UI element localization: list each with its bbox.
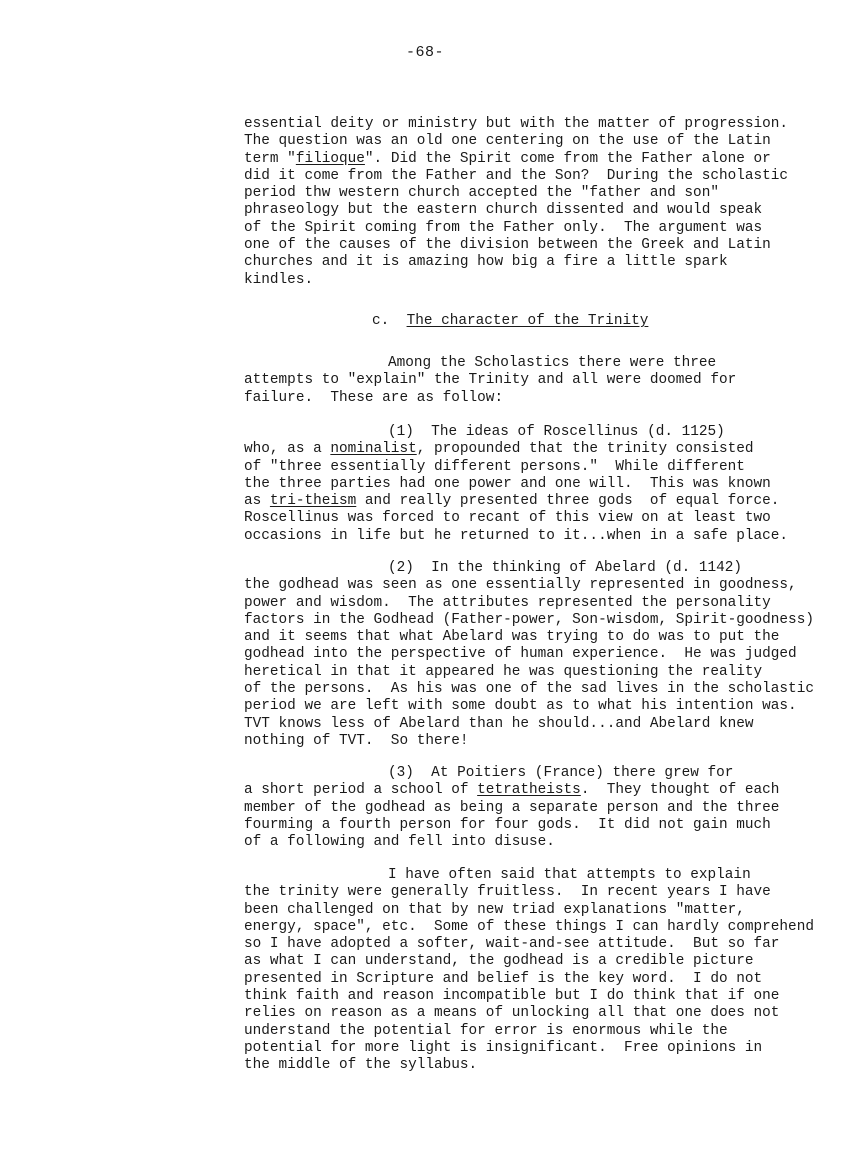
text-line: of the Spirit coming from the Father only. The argument was: [244, 219, 763, 236]
text-line: think faith and reason incompatible but I do think that if one: [244, 988, 780, 1005]
text-line: relies on reason as a means of unlocking all that one does not: [244, 1005, 780, 1022]
text-fragment: a short period a school of: [244, 782, 478, 799]
paragraph-intro: [244, 116, 844, 289]
term-nominalist: nominalist: [330, 441, 417, 458]
item-tetratheists: [244, 765, 844, 851]
text-line: member of the godhead as being a separate person and the three: [244, 799, 780, 816]
text-line: Roscellinus was forced to recant of this view on at least two: [244, 510, 771, 527]
text-line: as what I can understand, the godhead is a credible picture: [244, 953, 754, 970]
text-line: power and wisdom. The attributes represented the personality: [244, 594, 771, 611]
text-fragment: who, as a: [244, 441, 331, 458]
text-fragment: , propounded that the trinity consisted: [416, 441, 754, 458]
text-line: the godhead was seen as one essentially represented in goodness,: [244, 577, 797, 594]
text-line: and it seems that what Abelard was trying to do was to put the: [244, 629, 780, 646]
text-line: been challenged on that by new triad explanations "matter,: [244, 901, 745, 918]
text-line: (1) The ideas of Roscellinus (d. 1125): [388, 424, 725, 440]
text-fragment: term ": [244, 150, 296, 167]
text-line: occasions in life but he returned to it...when in a safe place.: [244, 527, 789, 544]
text-fragment: and really presented three gods of equal force.: [356, 493, 780, 510]
item-abelard: [244, 560, 844, 750]
text-line: (3) At Poitiers (France) there grew for: [388, 765, 734, 781]
text-line: TVT knows less of Abelard than he should...and Abelard knew: [244, 715, 754, 732]
paragraph-scholastics: [244, 355, 844, 407]
text-line: failure. These are as follow:: [244, 389, 504, 406]
page-number: -68-: [405, 44, 444, 61]
text-line: the three parties had one power and one will. This was known: [244, 475, 771, 492]
text-line: [244, 151, 771, 167]
term-filioque: filioque: [295, 150, 365, 167]
text-line: godhead into the perspective of human experience. He was judged: [244, 646, 797, 663]
section-heading: [372, 312, 648, 330]
text-fragment: . They thought of each: [580, 782, 780, 799]
text-line: I have often said that attempts to explain: [388, 867, 751, 883]
text-fragment: ". Did the Spirit come from the Father alone or: [364, 150, 771, 167]
text-line: one of the causes of the division between the Greek and Latin: [244, 237, 771, 254]
text-line: churches and it is amazing how big a fire a little spark: [244, 254, 728, 271]
term-tetratheists: tetratheists: [477, 782, 581, 799]
text-line: energy, space", etc. Some of these things I can hardly comprehend: [244, 918, 814, 935]
item-roscellinus: [244, 424, 844, 545]
text-line: did it come from the Father and the Son? During the scholastic: [244, 167, 789, 184]
text-line: period we are left with some doubt as to what his intention was.: [244, 698, 797, 715]
term-tri-theism: tri-theism: [269, 493, 357, 510]
text-line: the trinity were generally fruitless. In recent years I have: [244, 884, 771, 901]
text-line: kindles.: [244, 271, 314, 288]
text-line: factors in the Godhead (Father-power, Son-wisdom, Spirit-goodness): [244, 611, 814, 628]
text-line: [244, 493, 779, 509]
text-line: the middle of the syllabus.: [244, 1057, 478, 1074]
text-line: nothing of TVT. So there!: [244, 732, 469, 749]
text-line: phraseology but the eastern church dissented and would speak: [244, 202, 763, 219]
text-line: of "three essentially different persons." While different: [244, 458, 745, 475]
text-line: period thw western church accepted the "father and son": [244, 185, 719, 202]
text-line: of the persons. As his was one of the sad lives in the scholastic: [244, 681, 814, 698]
text-line: essential deity or ministry but with the matter of progression.: [244, 116, 789, 132]
text-line: of a following and fell into disuse.: [244, 834, 555, 851]
text-line: Among the Scholastics there were three: [388, 355, 717, 371]
text-line: (2) In the thinking of Abelard (d. 1142): [388, 560, 743, 576]
text-line: heretical in that it appeared he was questioning the reality: [244, 663, 763, 680]
text-line: potential for more light is insignificant. Free opinions in: [244, 1039, 763, 1056]
section-marker: c.: [372, 313, 390, 329]
text-line: attempts to "explain" the Trinity and all were doomed for: [244, 372, 737, 389]
text-line: The question was an old one centering on the use of the Latin: [244, 133, 771, 150]
text-fragment: as: [244, 493, 270, 510]
text-line: [244, 782, 779, 798]
text-line: understand the potential for error is enormous while the: [244, 1022, 728, 1039]
text-line: [244, 441, 754, 457]
section-title: The character of the Trinity: [406, 313, 649, 329]
text-line: presented in Scripture and belief is the key word. I do not: [244, 970, 763, 987]
paragraph-closing: [244, 867, 844, 1075]
text-line: fourming a fourth person for four gods. It did not gain much: [244, 816, 771, 833]
text-line: so I have adopted a softer, wait-and-see attitude. But so far: [244, 936, 780, 953]
